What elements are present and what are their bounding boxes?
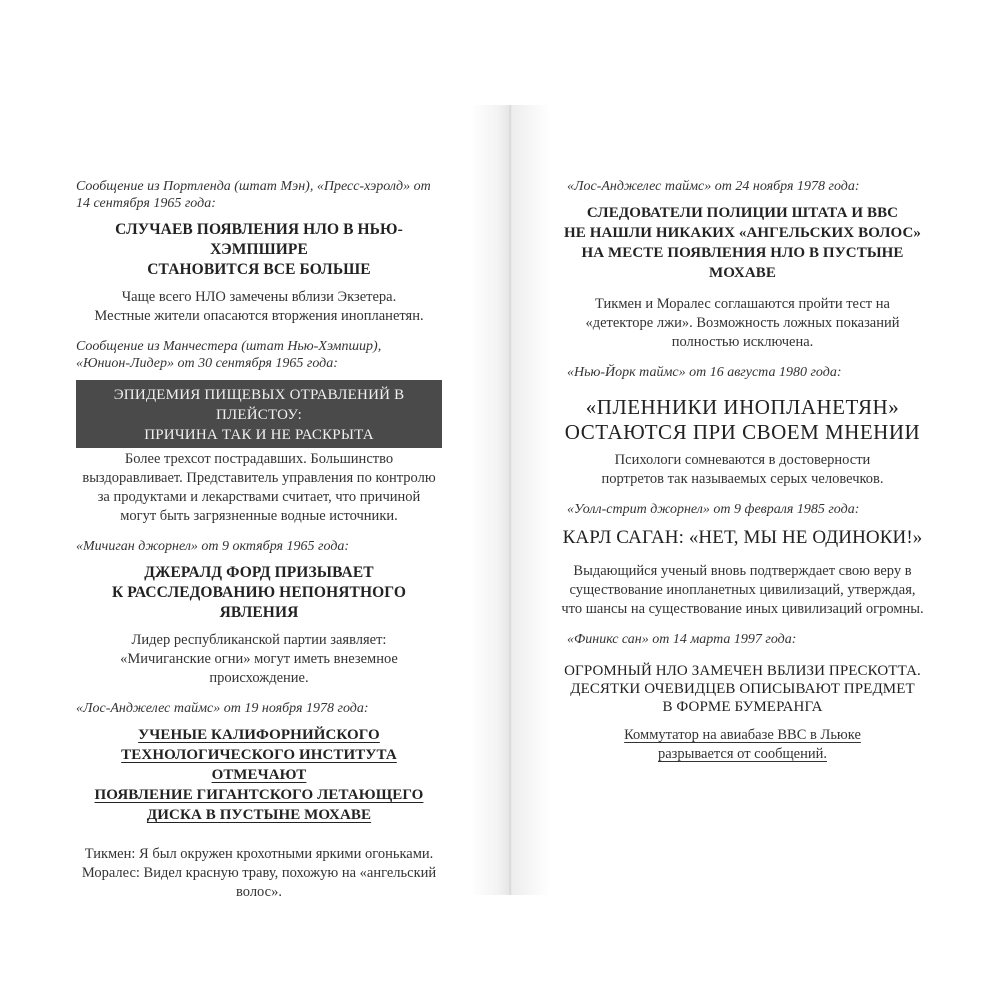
article-headline: СЛУЧАЕВ ПОЯВЛЕНИЯ НЛО В НЬЮ-ХЭМПШИРЕ СТАНОВИТСЯ ВСЕ БОЛЬШЕ: [115, 221, 403, 278]
article-body: Психологи сомневаются в достоверности портретов так называемых серых человечков.: [601, 452, 884, 487]
article-source: Сообщение из Портленда (штат Мэн), «Пресс-хэролд» от 14 сентября 1965 года:: [76, 179, 431, 211]
article-portland: [76, 178, 442, 326]
article-source: «Уолл-стрит джорнел» от 9 февраля 1985 года:: [567, 502, 860, 517]
article-source: «Лос-Анджелес таймс» от 24 ноября 1978 года:: [567, 179, 860, 194]
article-headline: КАРЛ САГАН: «НЕТ, МЫ НЕ ОДИНОКИ!»: [562, 527, 923, 548]
article-michigan: [76, 538, 442, 688]
article-manchester: [76, 338, 442, 526]
article-body: Выдающийся ученый вновь подтверждает свою веру в существование инопланетных цивилизаций, утверждая, что шансы на существование иных цивилизаций огромны.: [561, 563, 924, 617]
article-body: Лидер республиканской партии заявляет: «Мичиганские огни» могут иметь внеземное происхождение.: [120, 632, 398, 686]
article-source: «Нью-Йорк таймс» от 16 августа 1980 года:: [567, 365, 842, 380]
article-body: Более трехсот пострадавших. Большинство выздоравливает. Представитель управления по контролю за продуктами и лекарствами считает, что причиной могут быть загрязненные водные источники.: [82, 451, 436, 524]
article-la-times-1978-11-19: [76, 700, 442, 902]
article-headline: ДЖЕРАЛД ФОРД ПРИЗЫВАЕТ К РАССЛЕДОВАНИЮ НЕПОНЯТНОГО ЯВЛЕНИЯ: [111, 564, 407, 621]
article-body: Тикмен и Моралес соглашаются пройти тест на «детекторе лжи». Возможность ложных показаний полностью исключена.: [585, 296, 900, 350]
left-page: [76, 178, 442, 914]
article-headline-underlined: УЧЕНЫЕ КАЛИФОРНИЙСКОГО ТЕХНОЛОГИЧЕСКОГО ИНСТИТУТА ОТМЕЧАЮТ ПОЯВЛЕНИЕ ГИГАНТСКОГО ЛЕТАЮЩЕГО ДИСКА В ПУСТЫНЕ МОХАВЕ: [94, 727, 424, 823]
article-phoenix-sun: [555, 631, 930, 764]
article-source: Сообщение из Манчестера (штат Нью-Хэмпшир), «Юнион-Лидер» от 30 сентября 1965 года:: [76, 339, 382, 371]
article-la-times-1978-11-24: [555, 178, 930, 352]
article-ny-times: [555, 364, 930, 489]
article-source: «Мичиган джорнел» от 9 октября 1965 года:: [76, 539, 350, 554]
article-source: «Финикс сан» от 14 марта 1997 года:: [567, 632, 797, 647]
article-headline-banner: ЭПИДЕМИЯ ПИЩЕВЫХ ОТРАВЛЕНИЙ В ПЛЕЙСТОУ: ПРИЧИНА ТАК И НЕ РАСКРЫТА: [76, 380, 442, 448]
right-page: [555, 178, 930, 776]
article-headline: СЛЕДОВАТЕЛИ ПОЛИЦИИ ШТАТА И ВВС НЕ НАШЛИ НИКАКИХ «АНГЕЛЬСКИХ ВОЛОС» НА МЕСТЕ ПОЯВЛЕНИЯ НЛО В ПУСТЫНЕ МОХАВЕ: [564, 205, 921, 281]
article-headline: ОГРОМНЫЙ НЛО ЗАМЕЧЕН ВБЛИЗИ ПРЕСКОТТА. ДЕСЯТКИ ОЧЕВИДЦЕВ ОПИСЫВАЮТ ПРЕДМЕТ В ФОРМЕ БУМЕРАНГА: [564, 663, 921, 715]
book-gutter: [470, 105, 550, 895]
article-body: Чаще всего НЛО замечены вблизи Экзетера. Местные жители опасаются вторжения инопланетян.: [94, 289, 424, 324]
article-source: «Лос-Анджелес таймс» от 19 ноября 1978 года:: [76, 701, 369, 716]
article-headline: «ПЛЕННИКИ ИНОПЛАНЕТЯН» ОСТАЮТСЯ ПРИ СВОЕМ МНЕНИИ: [564, 395, 921, 444]
article-wall-street-journal: [555, 501, 930, 619]
article-body-underlined: Коммутатор на авиабазе ВВС в Льюке разрывается от сообщений.: [624, 727, 861, 762]
article-body: Тикмен: Я был окружен крохотными яркими огоньками. Моралес: Видел красную траву, похожую на «ангельский волос».: [81, 846, 437, 900]
